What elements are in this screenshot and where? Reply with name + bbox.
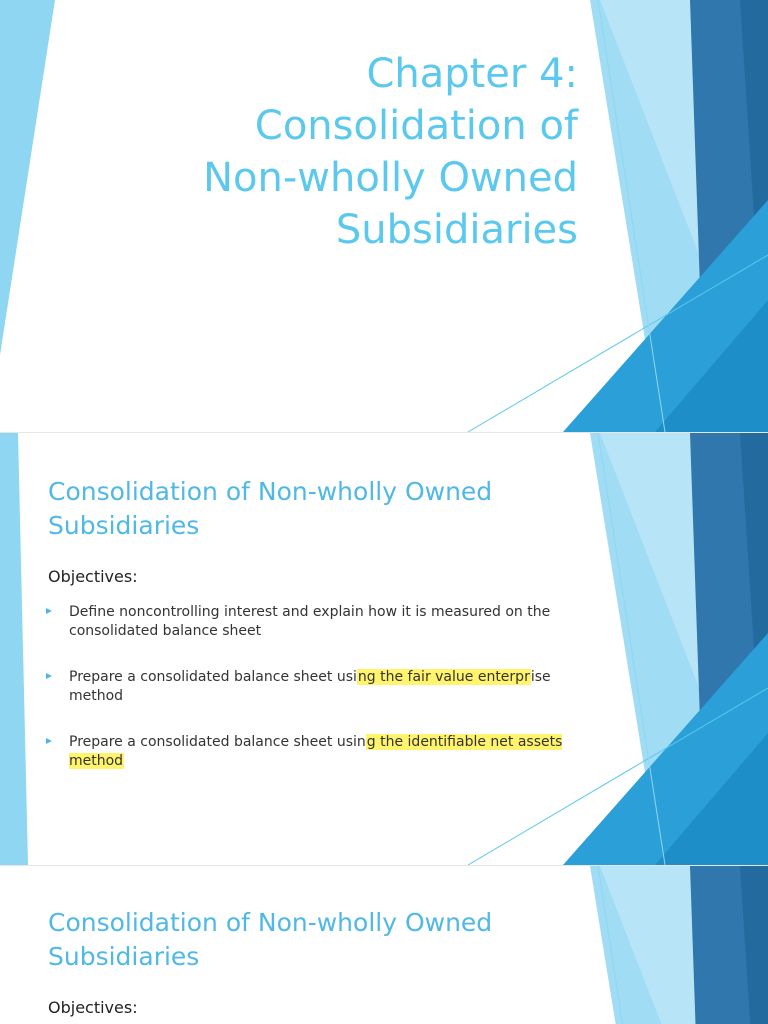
list-item [46, 733, 586, 771]
slide-heading [48, 475, 548, 543]
heading-line: Consolidation of Non-wholly Owned [48, 908, 493, 937]
slide-title [203, 48, 578, 256]
arrow-bullet-icon [46, 673, 52, 679]
list-item [46, 603, 586, 641]
heading-line: Consolidation of Non-wholly Owned [48, 477, 493, 506]
title-line: Chapter 4: [366, 51, 578, 97]
arrow-bullet-icon [46, 738, 52, 744]
objectives-label: Objectives: [48, 998, 138, 1017]
highlighted-text: g the identifiable net assets method [69, 734, 563, 769]
highlighted-text: ng the fair value enterpr [357, 669, 530, 685]
bullet-text: Prepare a consolidated balance sheet usi [69, 669, 357, 685]
title-line: Subsidiaries [335, 207, 578, 253]
bullet-text: ise method [69, 669, 551, 704]
slide-heading [48, 906, 548, 974]
objectives-slide-partial [0, 866, 768, 1024]
objectives-slide [0, 433, 768, 865]
title-line: Non-wholly Owned [203, 155, 578, 201]
heading-line: Subsidiaries [48, 511, 200, 540]
objectives-label: Objectives: [48, 567, 138, 586]
objectives-list [46, 603, 586, 798]
arrow-bullet-icon [46, 608, 52, 614]
title-line: Consolidation of [254, 103, 578, 149]
bullet-text: Prepare a consolidated balance sheet usin [69, 734, 366, 750]
title-slide [0, 0, 768, 432]
list-item [46, 668, 586, 706]
heading-line: Subsidiaries [48, 942, 200, 971]
bullet-text: Define noncontrolling interest and explain how it is measured on the consolidated balance sheet [69, 604, 551, 639]
